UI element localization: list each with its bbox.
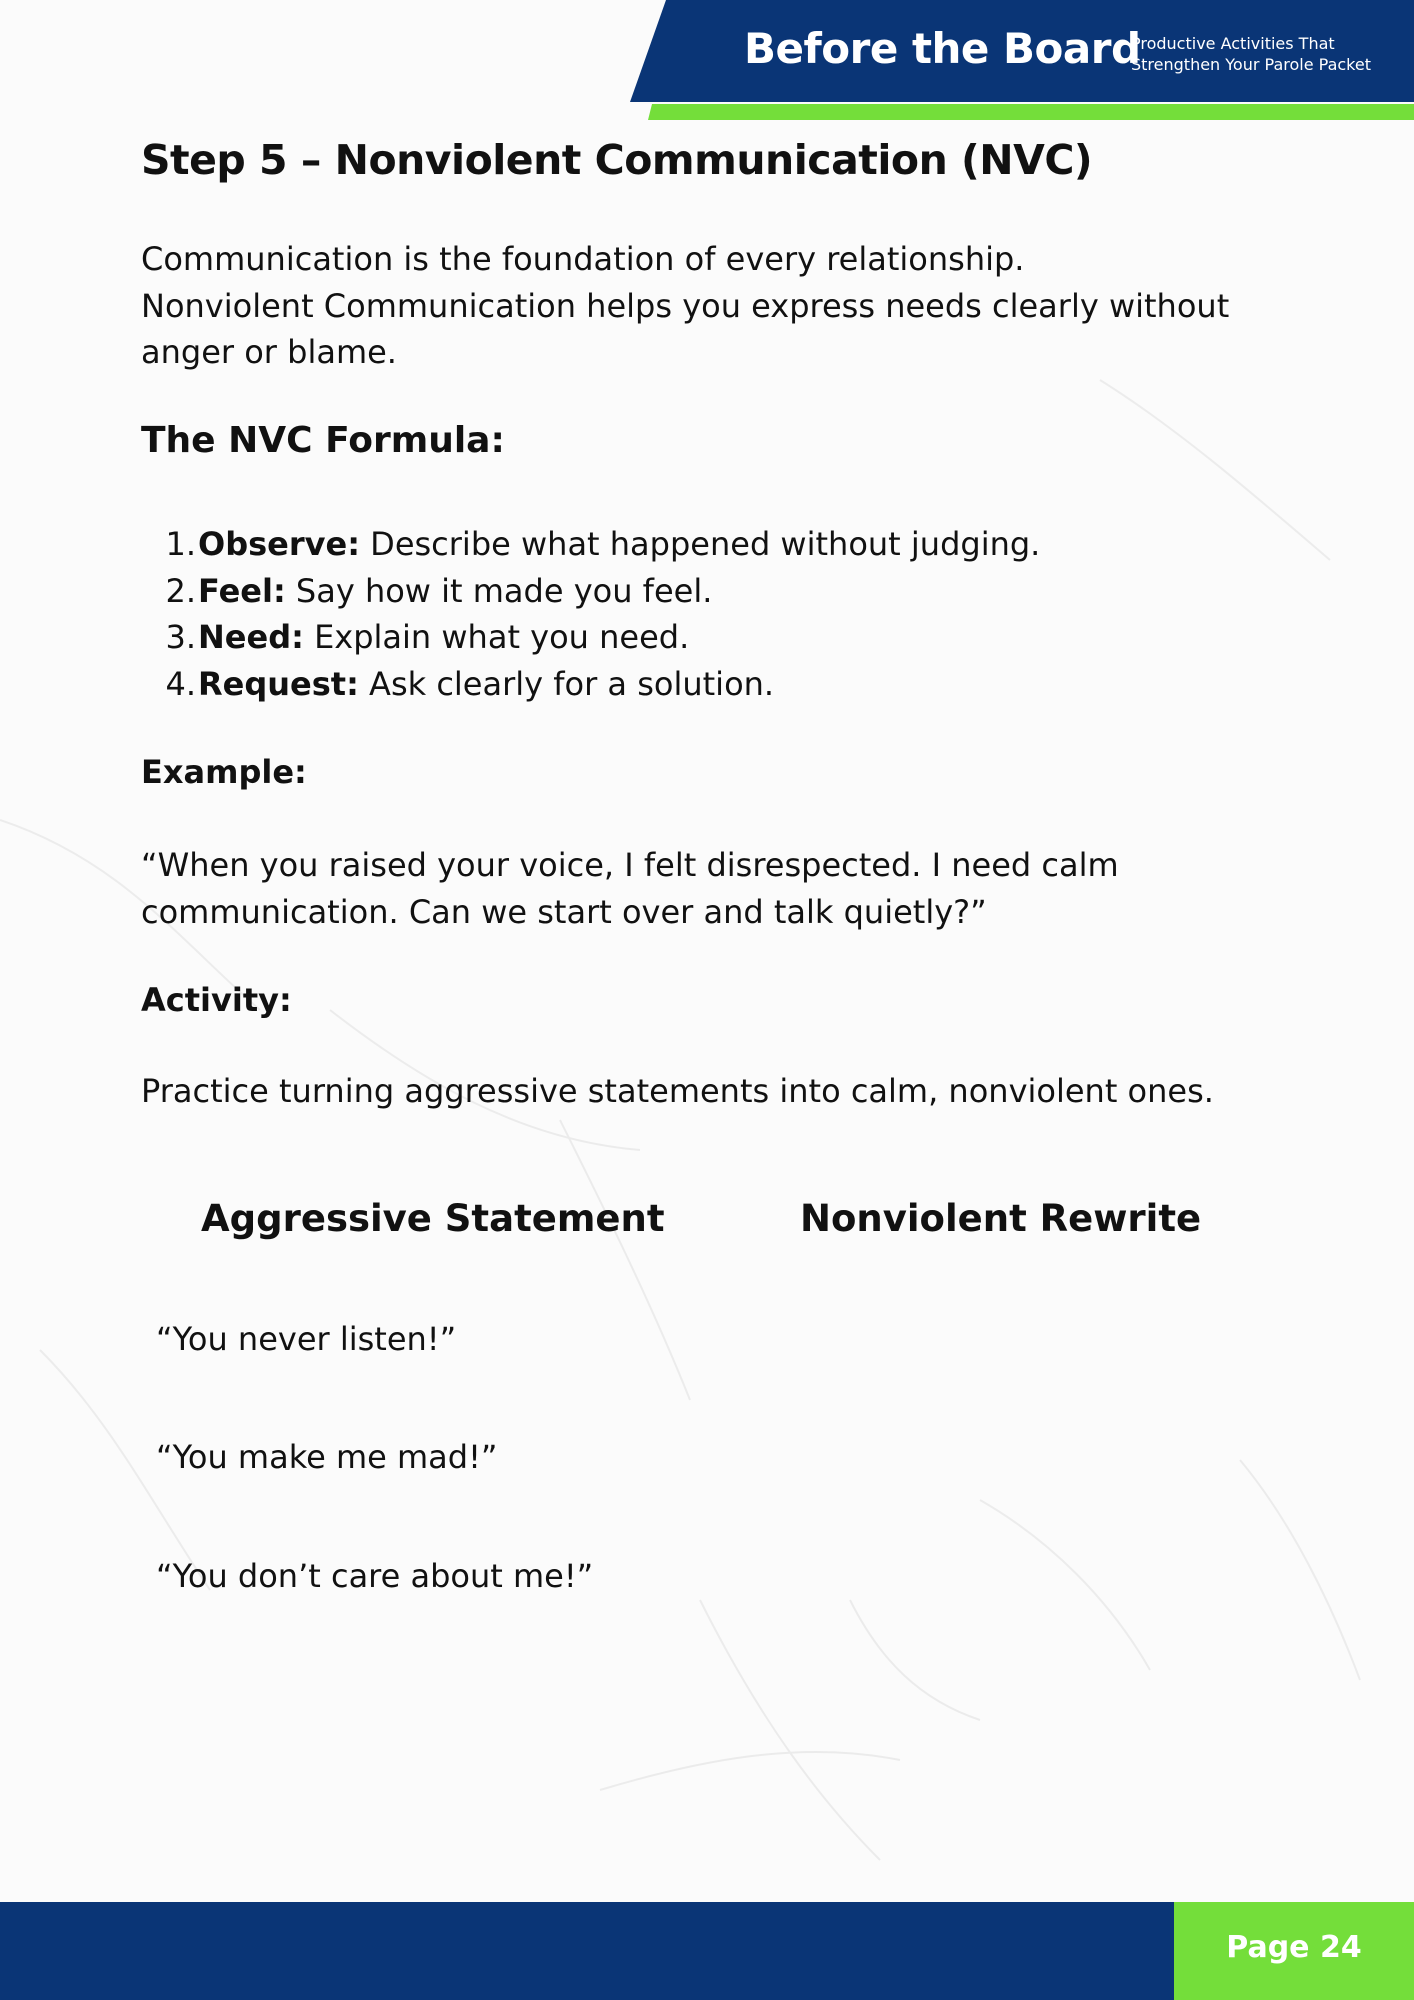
- column-header-nonviolent: Nonviolent Rewrite: [800, 1197, 1202, 1240]
- formula-item-need: [160, 614, 1040, 661]
- example-line-2: communication. Can we start over and talk quietly?”: [141, 892, 987, 931]
- list-number: 3.: [165, 618, 196, 656]
- formula-term: Need:: [198, 618, 304, 656]
- header-subtitle: [1131, 33, 1371, 75]
- formula-description: Say how it made you feel.: [285, 571, 713, 610]
- header-subtitle-line-1: Productive Activities That: [1131, 34, 1335, 53]
- page-number: Page 24: [1226, 1930, 1362, 1965]
- list-number: 1.: [165, 525, 196, 563]
- footer-bar: [0, 1902, 1174, 2000]
- list-number: 4.: [165, 664, 196, 703]
- example-quote: [141, 842, 1291, 935]
- intro-paragraph: [141, 236, 1291, 376]
- column-header-aggressive: Aggressive Statement: [201, 1197, 665, 1240]
- intro-line-1: Communication is the foundation of every relationship.: [141, 240, 1025, 278]
- intro-line-2: Nonviolent Communication helps you express needs clearly without anger or blame.: [141, 286, 1230, 371]
- step-title: Step 5 – Nonviolent Communication (NVC): [141, 136, 1093, 184]
- list-number: 2.: [165, 571, 196, 610]
- formula-term: Feel:: [198, 571, 286, 610]
- activity-instructions: Practice turning aggressive statements into calm, nonviolent ones.: [141, 1072, 1214, 1110]
- example-heading: Example:: [141, 753, 307, 791]
- formula-description: Explain what you need.: [303, 618, 690, 656]
- aggressive-statement: “You never listen!”: [156, 1320, 457, 1358]
- header-title: Before the Board: [744, 24, 1141, 73]
- activity-heading: Activity:: [141, 981, 292, 1019]
- formula-heading: The NVC Formula:: [141, 420, 505, 461]
- aggressive-statement: “You don’t care about me!”: [156, 1557, 594, 1595]
- formula-term: Request:: [198, 664, 359, 703]
- aggressive-statement: “You make me mad!”: [156, 1438, 498, 1476]
- example-line-1: “When you raised your voice, I felt disrespected. I need calm: [141, 846, 1119, 884]
- header-subtitle-line-2: Strengthen Your Parole Packet: [1131, 55, 1371, 74]
- formula-item-feel: [160, 568, 1040, 615]
- formula-term: Observe:: [198, 525, 360, 563]
- header-accent-stripe: [648, 104, 1414, 120]
- formula-description: Describe what happened without judging.: [360, 525, 1041, 563]
- formula-list: [160, 521, 1040, 707]
- formula-item-observe: [160, 521, 1040, 568]
- formula-description: Ask clearly for a solution.: [358, 664, 775, 703]
- formula-item-request: [160, 661, 1040, 708]
